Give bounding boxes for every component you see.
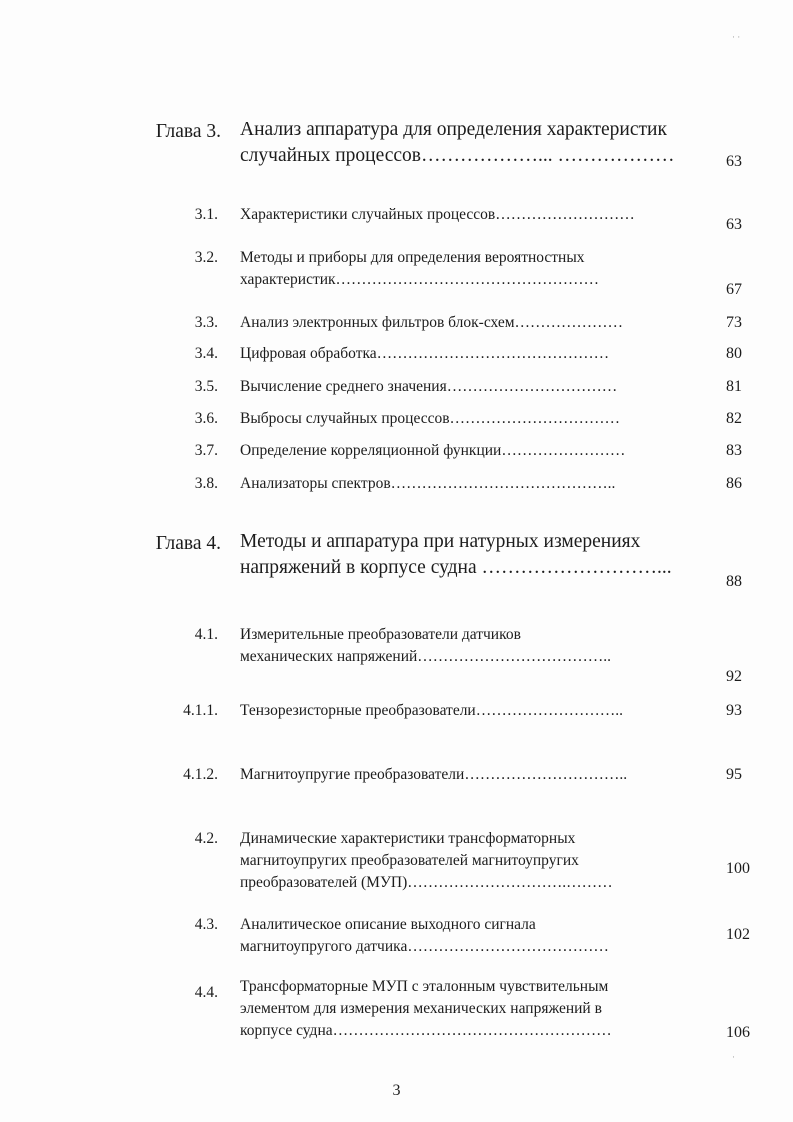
toc-entry-title bbox=[240, 764, 718, 786]
toc-entry-title bbox=[240, 440, 718, 462]
toc-entry-title-line: Анализ электронных фильтров блок-схем………………… bbox=[240, 314, 624, 331]
toc-entry-title-line: Цифровая обработка……………………………………… bbox=[240, 345, 610, 362]
toc-entry-title bbox=[240, 117, 718, 169]
toc-entry-page: 95 bbox=[726, 766, 742, 783]
toc-entry-title-line: Динамические характеристики трансформаторных bbox=[240, 830, 576, 847]
toc-entry-title-line: случайных процессов………………... ……………… bbox=[240, 145, 675, 166]
toc-entry-number: 3.8. bbox=[194, 475, 218, 492]
toc-entry-title bbox=[240, 700, 718, 722]
toc-entry-title-line: Магнитоупругие преобразователи………………………….. bbox=[240, 766, 628, 783]
toc-entry-title-line: Анализаторы спектров…………………………………….. bbox=[240, 475, 616, 492]
toc-entry-title bbox=[240, 343, 718, 365]
toc-entry-number: 3.1. bbox=[194, 206, 218, 223]
toc-entry-title-line: Методы и приборы для определения вероятностных bbox=[240, 249, 585, 266]
toc-entry-number: 3.7. bbox=[194, 442, 218, 459]
toc-entry-title-line: Характеристики случайных процессов……………………… bbox=[240, 206, 635, 223]
toc-entry-page: 63 bbox=[726, 216, 742, 233]
toc-entry-number: 4.1. bbox=[194, 626, 218, 643]
toc-entry-title-line: Анализ аппаратура для определения характеристик bbox=[240, 119, 667, 140]
toc-entry-title-line: магнитоупругого датчика………………………………… bbox=[240, 938, 609, 955]
toc-entry-title bbox=[240, 204, 718, 226]
toc-entry-title bbox=[240, 624, 718, 668]
toc-entry-page: 73 bbox=[726, 314, 742, 331]
toc-entry-number: 4.4. bbox=[194, 984, 218, 1001]
toc-entry-title bbox=[240, 976, 718, 1042]
toc-entry-title bbox=[240, 914, 718, 958]
toc-entry-number: 3.4. bbox=[194, 345, 218, 362]
toc-entry-number: 3.3. bbox=[194, 314, 218, 331]
scan-speck: · · bbox=[732, 32, 741, 42]
toc-entry-title-line: корпусе судна……………………………………………… bbox=[240, 1022, 612, 1039]
toc-entry-title bbox=[240, 312, 718, 334]
toc-entry-page: 106 bbox=[726, 1024, 750, 1041]
toc-entry-page: 100 bbox=[726, 860, 750, 877]
toc-entry-number: 3.6. bbox=[194, 410, 218, 427]
toc-entry-number: Глава 4. bbox=[155, 533, 221, 554]
toc-entry-title-line: Тензорезисторные преобразователи……………………….. bbox=[240, 702, 623, 719]
toc-entry-title bbox=[240, 376, 718, 398]
toc-entry-title-line: механических напряжений……………………………….. bbox=[240, 648, 612, 665]
toc-entry-title-line: характеристик…………………………………………… bbox=[240, 271, 600, 288]
toc-entry-title-line: Выбросы случайных процессов…………………………… bbox=[240, 410, 621, 427]
toc-entry-title bbox=[240, 529, 718, 581]
toc-entry-title-line: преобразователей (МУП)………………………….……… bbox=[240, 874, 613, 891]
toc-entry-number: 4.1.1. bbox=[183, 702, 218, 719]
toc-entry-title-line: магнитоупругих преобразователей магнитоупругих bbox=[240, 852, 579, 869]
scan-speck: · bbox=[732, 1052, 735, 1062]
toc-entry-page: 92 bbox=[726, 668, 742, 685]
toc-entry-title-line: Вычисление среднего значения…………………………… bbox=[240, 378, 618, 395]
toc-entry-title-line: Методы и аппаратура при натурных измерениях bbox=[240, 531, 641, 552]
toc-entry-title-line: Определение корреляционной функции…………………… bbox=[240, 442, 626, 459]
toc-entry-title-line: Измерительные преобразователи датчиков bbox=[240, 626, 521, 643]
toc-entry-title-line: Аналитическое описание выходного сигнала bbox=[240, 916, 536, 933]
toc-entry-page: 86 bbox=[726, 475, 742, 492]
toc-entry-page: 81 bbox=[726, 378, 742, 395]
toc-entry-title-line: напряжений в корпусе судна ………………………... bbox=[240, 557, 672, 578]
toc-entry-title bbox=[240, 828, 718, 894]
toc-entry-title bbox=[240, 408, 718, 430]
toc-entry-page: 82 bbox=[726, 410, 742, 427]
toc-entry-page: 102 bbox=[726, 926, 750, 943]
toc-entry-number: Глава 3. bbox=[155, 121, 221, 142]
toc-entry-page: 83 bbox=[726, 442, 742, 459]
toc-entry-number: 4.2. bbox=[194, 830, 218, 847]
toc-entry-title-line: элементом для измерения механических напряжений в bbox=[240, 1000, 602, 1017]
toc-entry-title-line: Трансформаторные МУП с эталонным чувствительным bbox=[240, 978, 609, 995]
toc-entry-page: 88 bbox=[726, 573, 742, 590]
toc-entry-page: 67 bbox=[726, 281, 742, 298]
toc-entry-number: 4.3. bbox=[194, 916, 218, 933]
page-number: 3 bbox=[392, 1082, 401, 1099]
toc-entry-number: 3.2. bbox=[194, 249, 218, 266]
toc-entry-number: 3.5. bbox=[194, 378, 218, 395]
toc-entry-page: 63 bbox=[726, 153, 742, 170]
toc-entry-title bbox=[240, 247, 718, 291]
toc-entry-page: 80 bbox=[726, 345, 742, 362]
toc-entry-page: 93 bbox=[726, 702, 742, 719]
toc-entry-number: 4.1.2. bbox=[183, 766, 218, 783]
toc-entry-title bbox=[240, 473, 718, 495]
